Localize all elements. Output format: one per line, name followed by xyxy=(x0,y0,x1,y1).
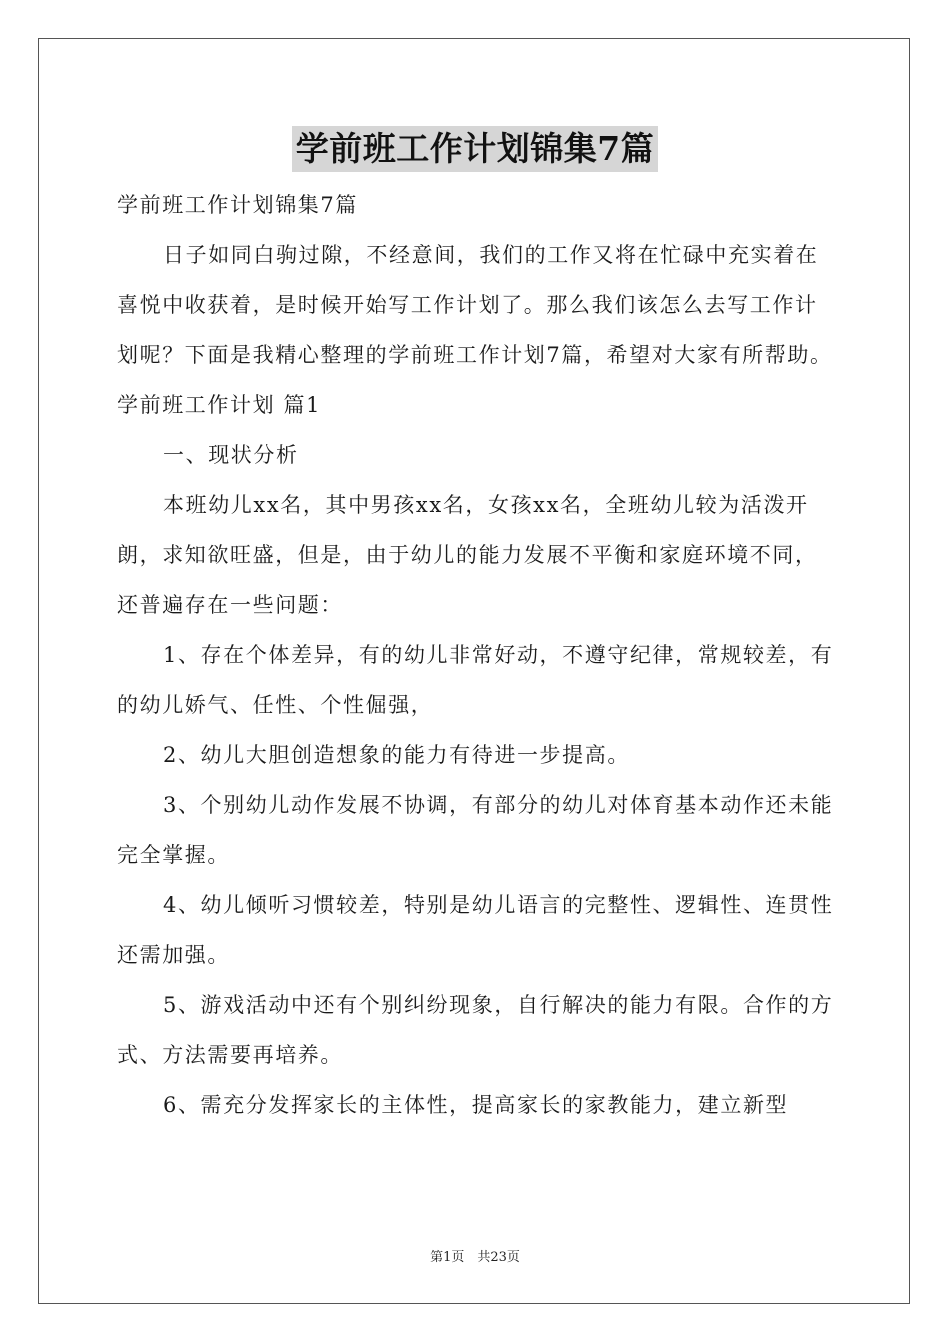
paragraph: 学前班工作计划锦集7篇 xyxy=(117,193,358,217)
list-item: 3、个别幼儿动作发展不协调，有部分的幼儿对体育基本动作还未能完全掌握。 xyxy=(117,793,834,867)
page-footer: 第1页 共23页 xyxy=(430,1250,520,1265)
list-item: 5、游戏活动中还有个别纠纷现象，自行解决的能力有限。合作的方式、方法需要再培养。 xyxy=(117,993,834,1067)
list-item: 6、需充分发挥家长的主体性，提高家长的家教能力，建立新型 xyxy=(163,1093,789,1117)
list-item: 4、幼儿倾听习惯较差，特别是幼儿语言的完整性、逻辑性、连贯性还需加强。 xyxy=(117,893,834,967)
document-title: 学前班工作计划锦集7篇 xyxy=(292,126,658,172)
subsection-heading: 一、现状分析 xyxy=(163,443,299,467)
section-heading: 学前班工作计划 篇1 xyxy=(117,393,322,417)
list-item: 1、存在个体差异，有的幼儿非常好动，不遵守纪律，常规较差，有的幼儿娇气、任性、个性倔强， xyxy=(117,643,834,717)
paragraph: 日子如同白驹过隙，不经意间，我们的工作又将在忙碌中充实着在喜悦中收获着，是时候开始写工作计划了。那么我们该怎么去写工作计划呢？下面是我精心整理的学前班工作计划7篇，希望对大家有所帮助。 xyxy=(117,243,833,367)
title-wrap xyxy=(0,126,950,172)
paragraph: 本班幼儿xx名，其中男孩xx名，女孩xx名，全班幼儿较为活泼开朗，求知欲旺盛，但是，由于幼儿的能力发展不平衡和家庭环境不同，还普遍存在一些问题： xyxy=(117,493,818,617)
document-body xyxy=(117,180,837,1130)
list-item: 2、幼儿大胆创造想象的能力有待进一步提高。 xyxy=(163,743,630,767)
